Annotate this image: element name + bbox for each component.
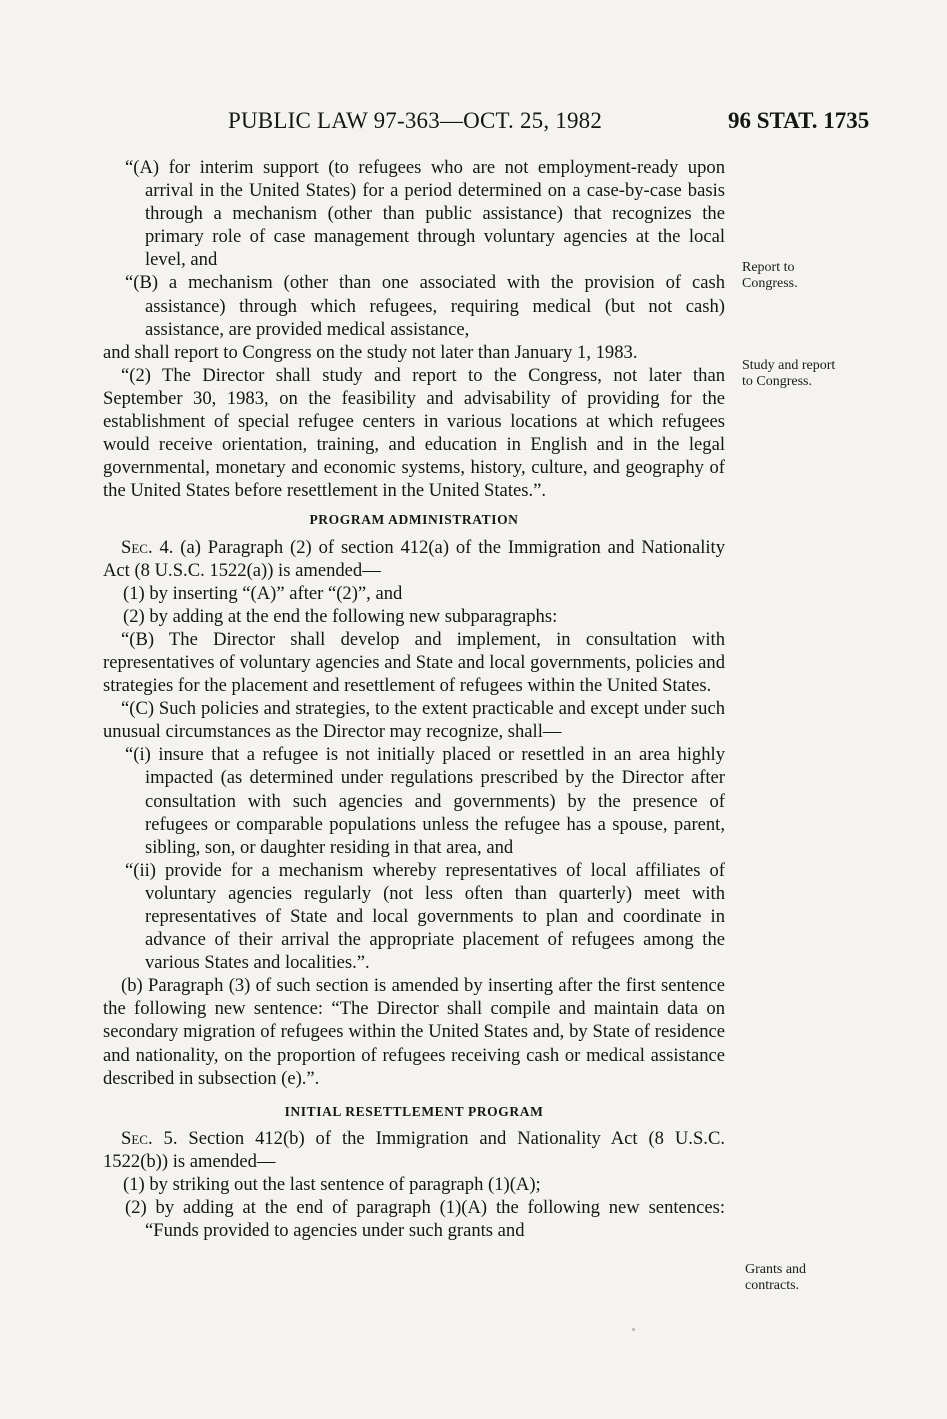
page-title: PUBLIC LAW 97-363—OCT. 25, 1982 <box>228 108 603 133</box>
section-4-item-2: (2) by adding at the end the following new subparagraphs: <box>123 605 558 627</box>
clause-a: “(A) for interim support (to refugees who are not employment-ready upon arrival in the United States) for a period determined on a case-by-case basis through a mechanism (other than public assistance) that recognizes the primary role of case management through voluntary agencies at the local level, and <box>125 157 725 271</box>
margin-note-line: Congress. <box>742 276 798 291</box>
subparagraph-c: “(C) Such policies and strategies, to the extent practicable and except under such unusual circumstances as the Director may recognize, shall— <box>103 698 725 743</box>
margin-note-report <box>742 260 798 292</box>
margin-note-study <box>742 358 835 390</box>
section-4-item-1: (1) by inserting “(A)” after “(2)”, and <box>123 582 403 604</box>
report-sentence: and shall report to Congress on the study not later than January 1, 1983. <box>103 341 638 363</box>
margin-note-line: Grants and <box>745 1262 807 1277</box>
statute-page-number: 96 STAT. 1735 <box>728 108 870 133</box>
section-4-b: (b) Paragraph (3) of such section is amended by inserting after the first sentence the following new sentence: “The Director shall compile and maintain data on secondary migration of refugees within the United States and, by State of residence and nationality, on the proportion of refugees receiving cash or medical assistance described in subsection (e).”. <box>103 975 725 1089</box>
subparagraph-b: “(B) The Director shall develop and implement, in consultation with representatives of voluntary agencies and State and local governments, policies and strategies for the placement and resettlement of refugees within the United States. <box>103 628 725 697</box>
section-4-text: 4. (a) Paragraph (2) of section 412(a) of the Immigration and Nationality Act (8 U.S.C. 1522(a)) is amended— <box>103 536 725 581</box>
page-header <box>0 108 947 142</box>
margin-note-line: contracts. <box>745 1278 800 1293</box>
scan-speck <box>632 1328 635 1331</box>
section-5-intro <box>103 1127 725 1173</box>
section-label: Sec. <box>121 1127 153 1149</box>
margin-note-line: Report to <box>742 260 795 275</box>
section-label: Sec. <box>121 536 153 558</box>
section-5-text: 5. Section 412(b) of the Immigration and Nationality Act (8 U.S.C. 1522(b)) is amended— <box>103 1127 725 1172</box>
section-5-item-2: (2) by adding at the end of paragraph (1)(A) the following new sentences: “Funds provided to agencies under such grants and <box>125 1197 725 1242</box>
section-heading-program-administration: PROGRAM ADMINISTRATION <box>309 512 519 528</box>
paragraph-2: “(2) The Director shall study and report to the Congress, not later than September 30, 1983, on the feasibility and advisability of providing for the establishment of special refugee centers in various locations at which refugees would receive orientation, training, and education in English and in the legal governmental, monetary and economic systems, history, culture, and geography of the United States before resettlement in the United States.”. <box>103 364 725 502</box>
margin-note-grants <box>745 1262 806 1294</box>
clause-ii: “(ii) provide for a mechanism whereby representatives of local affiliates of voluntary agencies regularly (not less often than quarterly) meet with representatives of State and local governments to plan and coordinate in advance of their arrival the appropriate placement of refugees among the various States and localities.”. <box>125 859 725 974</box>
document-body <box>103 156 725 1242</box>
margin-note-line: to Congress. <box>742 374 812 389</box>
section-5-item-1: (1) by striking out the last sentence of paragraph (1)(A); <box>123 1174 541 1196</box>
section-4-intro <box>103 536 725 582</box>
clause-b: “(B) a mechanism (other than one associated with the provision of cash assistance) through which refugees, requiring medical (but not cash) assistance, are provided medical assistance, <box>125 272 725 340</box>
margin-note-line: Study and report <box>742 358 836 373</box>
section-heading-initial-resettlement: INITIAL RESETTLEMENT PROGRAM <box>284 1103 544 1119</box>
clause-i: “(i) insure that a refugee is not initially placed or resettled in an area highly impacted (as determined under regulations prescribed by the Director after consultation with such agencies and governments) by the presence of refugees or comparable populations unless the refugee has a spouse, parent, sibling, son, or daughter residing in that area, and <box>125 744 725 858</box>
